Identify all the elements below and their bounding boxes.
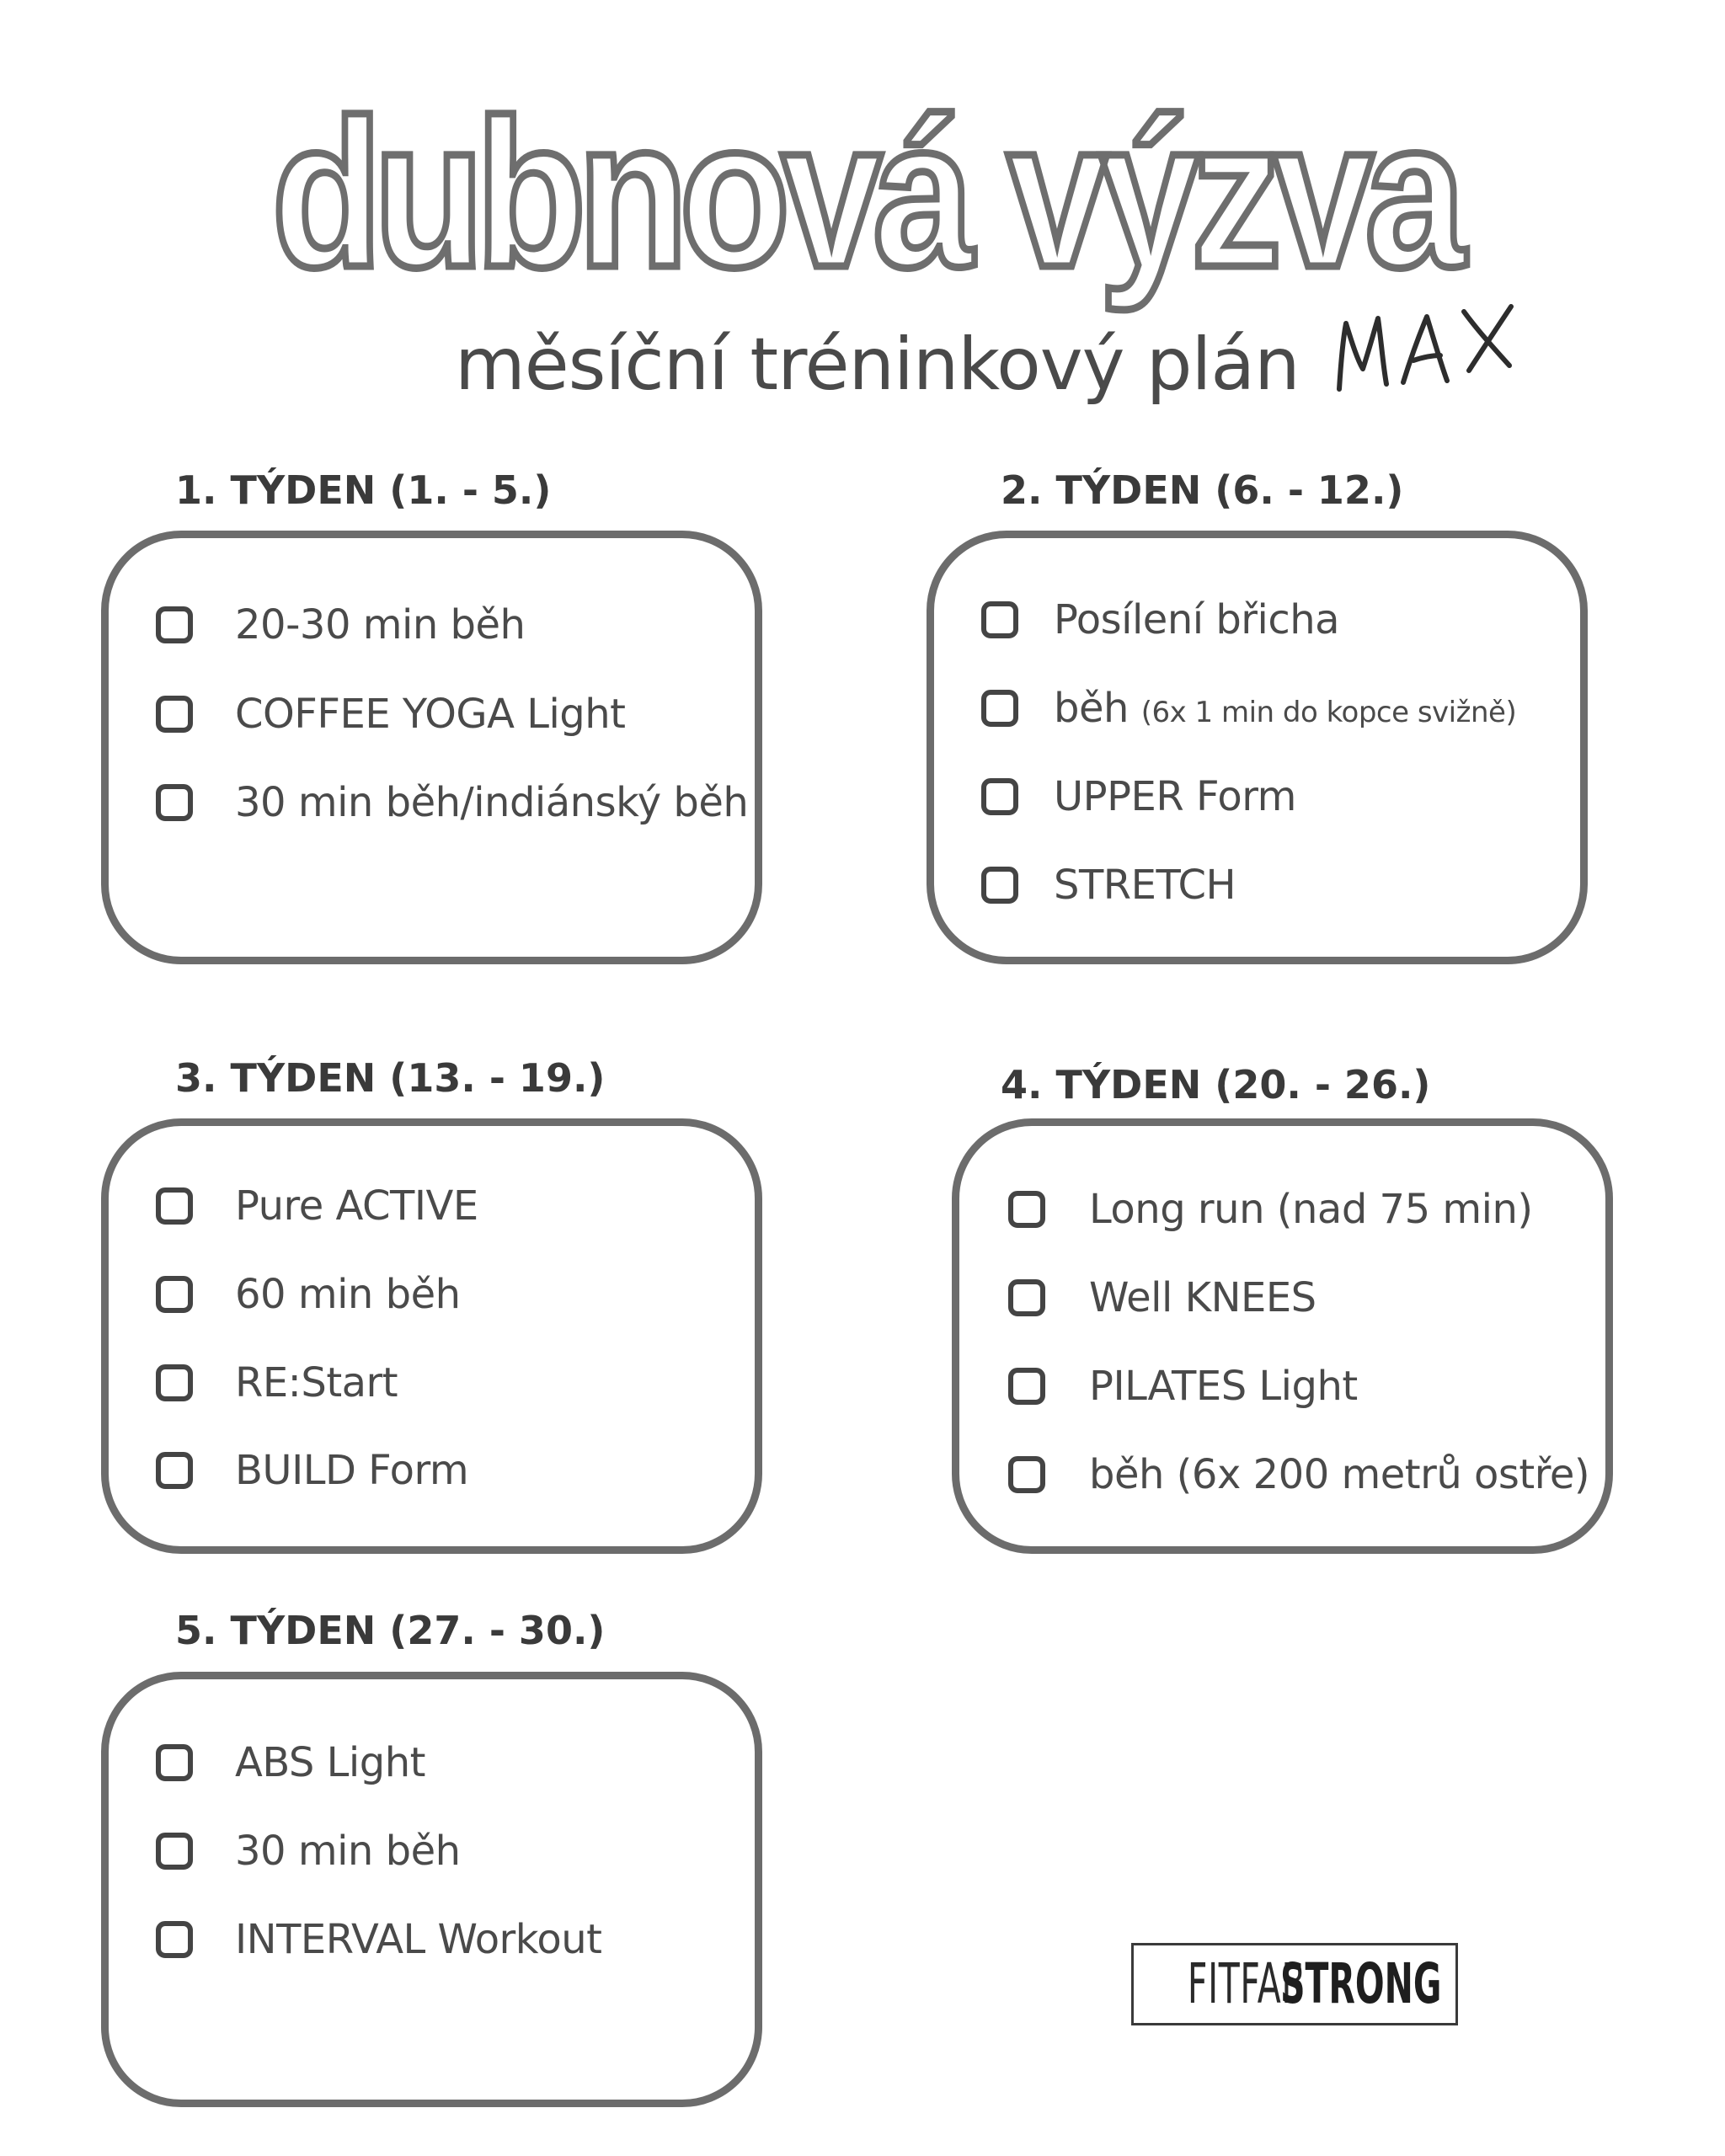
handwritten-max-mark — [1329, 295, 1523, 404]
task-label: RE:Start — [235, 1359, 398, 1406]
checkbox[interactable] — [156, 606, 193, 643]
checkbox[interactable] — [1008, 1279, 1045, 1316]
week-1-heading: 1. TÝDEN (1. - 5.) — [175, 467, 552, 513]
logo-text-right: STRONG — [1279, 1951, 1442, 2016]
checkbox[interactable] — [156, 1452, 193, 1489]
week-3-heading: 3. TÝDEN (13. - 19.) — [175, 1055, 606, 1101]
task-label: BUILD Form — [235, 1447, 469, 1494]
checkbox[interactable] — [156, 1833, 193, 1870]
task-note: (6x 1 min do kopce svižně) — [1140, 696, 1517, 729]
brand-logo — [1131, 1943, 1458, 2025]
task-item[interactable] — [109, 1820, 755, 1887]
task-item[interactable] — [934, 766, 1580, 833]
page-subtitle: měsíční tréninkový plán — [455, 323, 1300, 407]
task-label: 30 min běh — [235, 1828, 461, 1875]
week-4-heading: 4. TÝDEN (20. - 26.) — [1001, 1062, 1431, 1107]
page-title: dubnová výzva — [271, 76, 1457, 311]
week-1-box — [101, 531, 762, 964]
checkbox[interactable] — [981, 690, 1018, 727]
checkbox[interactable] — [156, 1921, 193, 1958]
task-item[interactable] — [109, 1175, 755, 1242]
logo-text-left: FITFAB — [1187, 1951, 1306, 2016]
checkbox[interactable] — [156, 696, 193, 733]
checkbox[interactable] — [156, 1276, 193, 1313]
task-label: Posílení břicha — [1054, 596, 1340, 643]
task-item[interactable] — [109, 1439, 755, 1507]
checkbox[interactable] — [981, 601, 1018, 638]
task-item[interactable] — [109, 594, 755, 661]
task-item[interactable] — [109, 771, 755, 839]
week-5-box — [101, 1672, 762, 2107]
task-item[interactable] — [109, 683, 755, 750]
week-4-box — [952, 1118, 1613, 1554]
task-label: 20-30 min běh — [235, 601, 526, 648]
task-item[interactable] — [109, 1263, 755, 1331]
checkbox[interactable] — [981, 778, 1018, 815]
task-label: PILATES Light — [1089, 1363, 1358, 1410]
task-item[interactable] — [934, 854, 1580, 921]
task-label: Long run (nad 75 min) — [1089, 1186, 1533, 1233]
task-label: INTERVAL Workout — [235, 1916, 602, 1963]
week-3-box — [101, 1118, 762, 1554]
task-label: UPPER Form — [1054, 773, 1296, 820]
task-item[interactable] — [934, 677, 1580, 744]
task-item[interactable] — [109, 1908, 755, 1976]
task-label: 30 min běh/indiánský běh — [235, 779, 749, 826]
task-item[interactable] — [959, 1444, 1605, 1511]
task-item[interactable] — [959, 1267, 1605, 1334]
task-item[interactable] — [109, 1732, 755, 1799]
task-item[interactable] — [109, 1352, 755, 1419]
task-label-main: běh — [1054, 685, 1129, 732]
task-label: COFFEE YOGA Light — [235, 691, 626, 738]
checkbox[interactable] — [156, 1187, 193, 1225]
checkbox[interactable] — [156, 784, 193, 821]
task-label: běh (6x 200 metrů ostře) — [1089, 1451, 1590, 1498]
checkbox[interactable] — [1008, 1191, 1045, 1228]
checkbox[interactable] — [1008, 1456, 1045, 1493]
week-5-heading: 5. TÝDEN (27. - 30.) — [175, 1608, 606, 1653]
task-label: ABS Light — [235, 1739, 425, 1786]
task-label: STRETCH — [1054, 862, 1236, 909]
task-item[interactable] — [934, 589, 1580, 656]
task-item[interactable] — [959, 1355, 1605, 1422]
checkbox[interactable] — [156, 1364, 193, 1401]
task-label: Well KNEES — [1089, 1274, 1316, 1321]
task-label — [1054, 677, 1516, 744]
checkbox[interactable] — [156, 1744, 193, 1781]
week-2-box — [927, 531, 1588, 964]
task-label: Pure ACTIVE — [235, 1182, 478, 1230]
task-item[interactable] — [959, 1178, 1605, 1246]
task-label: 60 min běh — [235, 1271, 461, 1318]
checkbox[interactable] — [981, 867, 1018, 904]
week-2-heading: 2. TÝDEN (6. - 12.) — [1001, 467, 1404, 513]
checkbox[interactable] — [1008, 1368, 1045, 1405]
